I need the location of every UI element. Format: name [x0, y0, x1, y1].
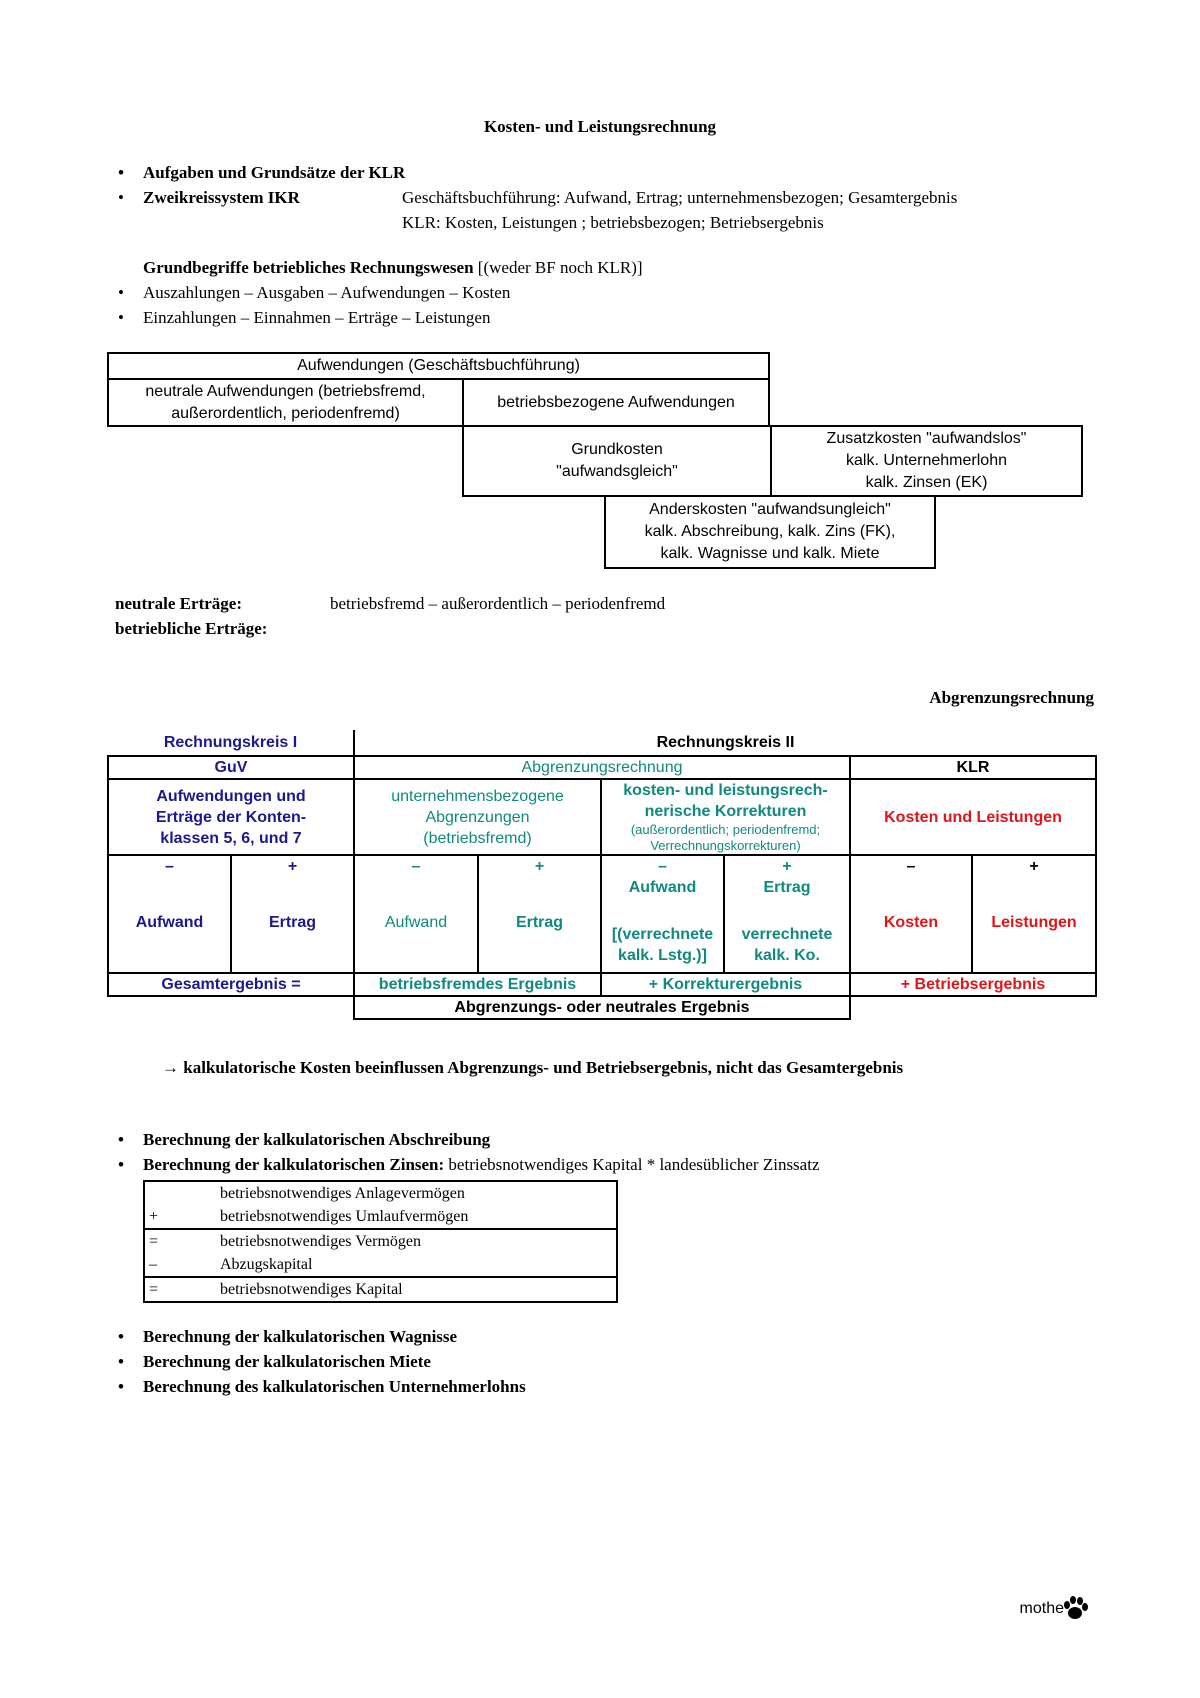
col-unternehmensbezogene	[354, 779, 601, 855]
zins-row-text: betriebsnotwendiges Vermögen	[220, 1233, 421, 1250]
bullet-zinsen	[118, 1155, 820, 1175]
text-line: (betriebsfremd)	[423, 829, 532, 847]
bullet-miete	[118, 1352, 431, 1372]
col-kosten-leistungen: Kosten und Leistungen	[850, 779, 1096, 855]
text-line: kalk. Unternehmerlohn	[846, 452, 1007, 469]
gesamtergebnis: Gesamtergebnis =	[108, 973, 354, 996]
cell-text: Ertrag	[268, 914, 317, 931]
zins-row-text: betriebsnotwendiges Anlagevermögen	[220, 1185, 465, 1202]
bullet-symbol: •	[118, 1352, 124, 1371]
zins-row-text: Abzugskapital	[220, 1256, 313, 1273]
neutrale-ertraege-value: betriebsfremd – außerordentlich – periodenfremd	[330, 594, 666, 613]
abgrenzungsrechnung-header: Abgrenzungsrechnung	[354, 756, 850, 779]
zweikreis-line2: KLR: Kosten, Leistungen ; betriebsbezogen; Betriebsergebnis	[402, 213, 824, 232]
cell-text: [(verrechnete	[611, 926, 714, 943]
text-line: (außerordentlich; periodenfremd;	[630, 822, 821, 837]
cell-ertrag-guv	[231, 855, 354, 973]
zins-row-text: betriebsnotwendiges Umlaufvermögen	[220, 1208, 469, 1225]
grundbegriffe-heading	[143, 258, 643, 278]
plus-sign: +	[1029, 858, 1039, 875]
arrow-right-icon: →	[162, 1058, 179, 1077]
bullet-zweikreis	[118, 188, 300, 208]
bullet-symbol: •	[118, 283, 124, 302]
cell-text: Leistungen	[991, 914, 1077, 931]
neutrale-ertraege-label: neutrale Erträge:	[115, 594, 242, 613]
bullet-unternehmerlohn	[118, 1377, 526, 1397]
op-cell: –	[149, 1256, 157, 1273]
list-item	[118, 283, 511, 303]
text-line: klassen 5, 6, und 7	[160, 829, 302, 847]
bullet-text: Berechnung der kalkulatorischen Zinsen:	[143, 1155, 445, 1174]
text-line: Grundkosten	[571, 441, 663, 458]
text-line: Verrechnungskorrekturen)	[650, 838, 801, 853]
cell-text: Ertrag	[763, 879, 811, 896]
conclusion-text: kalkulatorische Kosten beeinflussen Abgrenzungs- und Betriebsergebnis, nicht das Gesamtergebnis	[183, 1058, 904, 1077]
bullet-text: Aufgaben und Grundsätze der KLR	[143, 163, 406, 182]
diagram-aufwendungen: Aufwendungen (Geschäftsbuchführung)	[107, 352, 770, 380]
heading-note: [(weder BF noch KLR)]	[473, 258, 643, 277]
col-aufwendungen-ertraege	[108, 779, 354, 855]
zins-table	[143, 1180, 618, 1303]
cell-aufwand-abgr	[354, 855, 478, 973]
cell-ertrag-abgr	[478, 855, 601, 973]
heading-text: Grundbegriffe betriebliches Rechnungswesen	[143, 258, 474, 277]
diagram-anderskosten	[604, 495, 936, 569]
betriebliche-ertraege-label: betriebliche Erträge:	[115, 619, 268, 638]
text-line: Anderskosten "aufwandsungleich"	[649, 501, 891, 518]
text-line: neutrale Aufwendungen (betriebsfremd,	[145, 382, 426, 400]
bullet-label: Zweikreissystem IKR	[143, 188, 300, 207]
logo-text: mothe	[1019, 1600, 1064, 1617]
zins-row-text: betriebsnotwendiges Kapital	[220, 1281, 403, 1298]
cell-text: kalk. Lstg.)]	[618, 947, 707, 964]
text-line: nerische Korrekturen	[644, 803, 807, 820]
plus-sign: +	[287, 858, 298, 875]
abgrenzung-table	[107, 730, 1097, 1020]
text-line: unternehmensbezogene	[391, 787, 564, 805]
paw-print-icon	[1060, 1594, 1090, 1624]
minus-sign: –	[906, 858, 916, 875]
op-cell: +	[149, 1208, 159, 1225]
conclusion	[162, 1058, 903, 1078]
bullet-symbol: •	[118, 188, 124, 207]
plus-sign: +	[782, 858, 792, 875]
minus-sign: –	[658, 858, 667, 875]
bullet-wagnisse	[118, 1327, 458, 1347]
text-line: Erträge der Konten-	[155, 808, 307, 826]
empty-cell	[108, 996, 354, 1019]
cell-text: Aufwand	[384, 914, 448, 931]
cell-text: verrechnete	[741, 926, 833, 943]
cell-aufwand-korr	[601, 855, 724, 973]
rechnungskreis-1: Rechnungskreis I	[108, 730, 354, 756]
betriebsfremdes-ergebnis: betriebsfremdes Ergebnis	[354, 973, 601, 996]
text-line: Aufwendungen und	[156, 787, 306, 805]
col-korrekturen	[601, 779, 850, 855]
text-line: Abgrenzungen	[425, 808, 530, 826]
cell-kosten	[850, 855, 972, 973]
korrekturergebnis: + Korrekturergebnis	[601, 973, 850, 996]
bullet-symbol: •	[118, 1377, 124, 1396]
text-line: "aufwandsgleich"	[556, 463, 678, 480]
cell-text: Ertrag	[515, 914, 564, 931]
item-text: Einzahlungen – Einnahmen – Erträge – Leistungen	[143, 308, 491, 327]
bullet-text: Berechnung der kalkulatorischen Wagnisse	[143, 1327, 458, 1346]
diagram-zusatzkosten	[770, 425, 1083, 497]
diagram-betriebsbezogene-aufwendungen: betriebsbezogene Aufwendungen	[462, 378, 770, 427]
bullet-text: Berechnung der kalkulatorischen Miete	[143, 1352, 431, 1371]
empty-cell	[850, 996, 1096, 1019]
minus-sign: –	[411, 858, 421, 875]
item-text: Auszahlungen – Ausgaben – Aufwendungen – Kosten	[143, 283, 511, 302]
cell-aufwand-guv	[108, 855, 231, 973]
logo	[1020, 1594, 1090, 1624]
abgrenzung-heading: Abgrenzungsrechnung	[929, 688, 1094, 707]
bullet-symbol: •	[118, 1130, 124, 1149]
bullet-note: betriebsnotwendiges Kapital * landesüblicher Zinssatz	[444, 1155, 820, 1174]
bullet-aufgaben	[118, 163, 406, 183]
text-line: kalk. Zinsen (EK)	[865, 474, 988, 491]
cell-text: Aufwand	[135, 914, 204, 931]
bullet-symbol: •	[118, 163, 124, 182]
bullet-text: Berechnung des kalkulatorischen Unternehmerlohns	[143, 1377, 526, 1396]
klr-header: KLR	[850, 756, 1096, 779]
op-cell	[144, 1181, 216, 1205]
betriebsergebnis: + Betriebsergebnis	[850, 973, 1096, 996]
op-cell: =	[149, 1281, 159, 1298]
bullet-symbol: •	[118, 308, 124, 327]
zweikreis-line1: Geschäftsbuchführung: Aufwand, Ertrag; unternehmensbezogen; Gesamtergebnis	[402, 188, 958, 207]
cell-ertrag-korr	[724, 855, 850, 973]
cell-text: kalk. Ko.	[754, 947, 820, 964]
rechnungskreis-2: Rechnungskreis II	[354, 730, 1096, 756]
plus-sign: +	[534, 858, 545, 875]
guv-header: GuV	[108, 756, 354, 779]
bullet-symbol: •	[118, 1155, 124, 1174]
diagram-grundkosten	[462, 425, 772, 497]
bullet-abschreibung	[118, 1130, 491, 1150]
bullet-symbol: •	[118, 1327, 124, 1346]
diagram-neutrale-aufwendungen	[107, 378, 464, 427]
text-line: kalk. Wagnisse und kalk. Miete	[660, 545, 880, 562]
text-line: Zusatzkosten "aufwandslos"	[826, 430, 1027, 447]
minus-sign: –	[165, 858, 174, 875]
text-line: kosten- und leistungsrech-	[623, 782, 828, 799]
text-line: kalk. Abschreibung, kalk. Zins (FK),	[644, 523, 896, 540]
bullet-text: Berechnung der kalkulatorischen Abschreibung	[143, 1130, 491, 1149]
text-line: außerordentlich, periodenfremd)	[171, 404, 400, 422]
op-cell: =	[149, 1233, 159, 1250]
cell-text: Aufwand	[628, 879, 697, 896]
page-title: Kosten- und Leistungsrechnung	[483, 117, 717, 136]
list-item	[118, 308, 491, 328]
cell-leistungen	[972, 855, 1096, 973]
cell-text: Kosten	[883, 914, 939, 931]
neutrales-ergebnis: Abgrenzungs- oder neutrales Ergebnis	[354, 996, 850, 1019]
